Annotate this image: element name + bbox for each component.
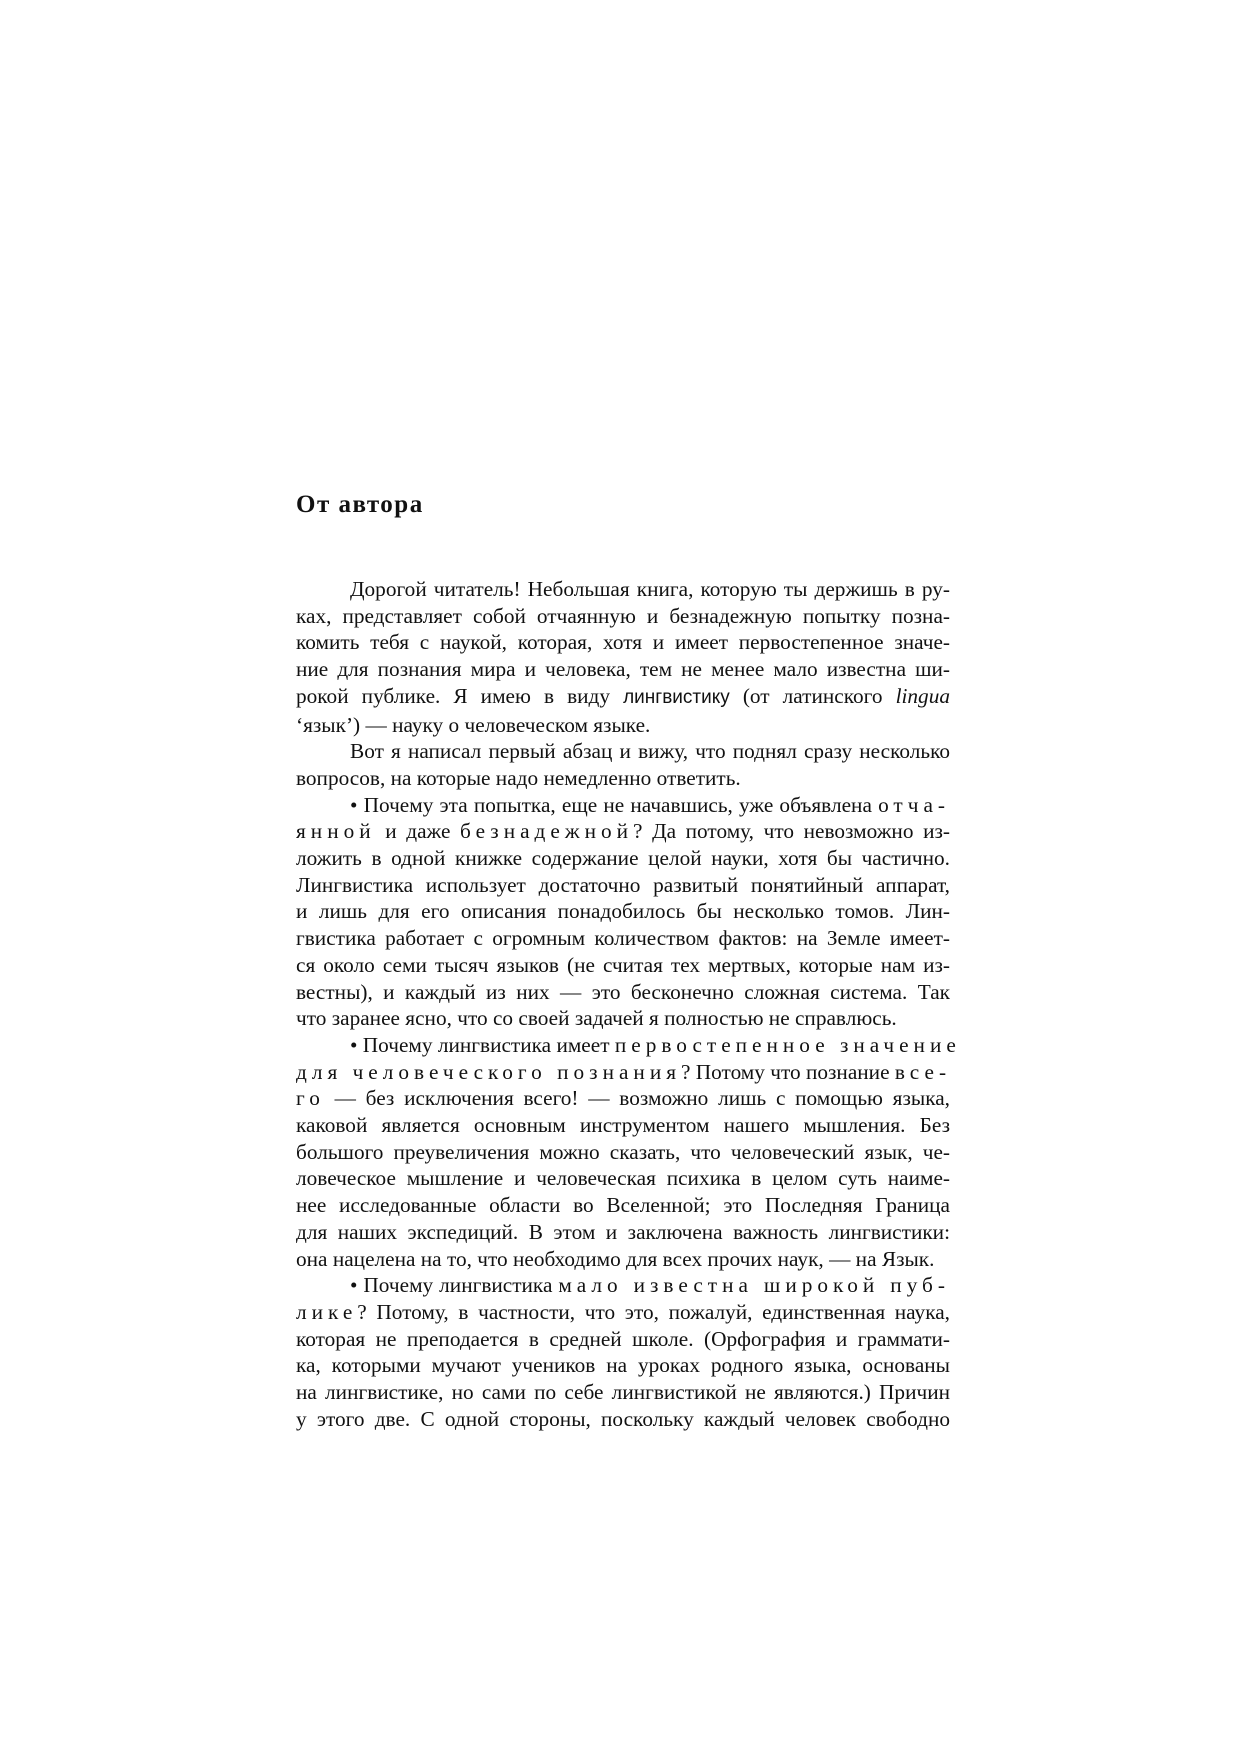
text-line	[296, 1032, 961, 1059]
emphasis-spaced: мало известна широкой пуб-	[558, 1273, 950, 1298]
text-run: ках, представляет собой отчаянную и безнадежную попытку позна-	[296, 603, 950, 628]
text-line	[296, 603, 950, 630]
text-line	[296, 1085, 950, 1112]
text-line	[296, 952, 950, 979]
emphasis-italic: lingua	[895, 683, 950, 708]
text-line	[296, 1352, 950, 1379]
emphasis-spaced: безнадежной	[460, 819, 634, 844]
text-line	[296, 1246, 950, 1273]
text-run: ? Потому что познание	[681, 1059, 895, 1084]
paragraph	[296, 1032, 961, 1272]
text-line	[296, 1379, 950, 1406]
text-run: она нацелена на то, что необходимо для всех прочих наук, — на Язык.	[296, 1246, 935, 1271]
text-run: и лишь для его описания понадобилось бы несколько томов. Лин-	[296, 899, 950, 924]
text-run: что заранее ясно, что со своей задачей я полностью не справлюсь.	[296, 1006, 897, 1031]
text-run: • Почему лингвистика имеет	[350, 1032, 615, 1057]
text-line	[296, 1165, 950, 1192]
text-run: ? Потому, в частности, что это, пожалуй, единственная наука,	[357, 1299, 950, 1324]
text-run: для наших экспедиций. В этом и заключена важность лингвистики:	[296, 1219, 950, 1244]
text-run: у этого две. С одной стороны, поскольку каждый человек свободно	[296, 1406, 950, 1431]
text-run: вопросов, на которые надо немедленно ответить.	[296, 765, 741, 790]
text-run: большого преувеличения можно сказать, что человеческий язык, че-	[296, 1139, 950, 1164]
text-line	[296, 898, 950, 925]
emphasis-spaced: лике	[296, 1299, 358, 1324]
emphasis-spaced: го	[296, 1086, 325, 1111]
chapter-heading: От автора	[296, 491, 424, 518]
text-run: рокой публике. Я имею в виду	[296, 683, 624, 708]
text-line	[296, 656, 950, 683]
paragraph	[296, 1272, 950, 1432]
text-run: Вот я написал первый абзац и вижу, что поднял сразу несколько	[350, 739, 950, 764]
text-line	[296, 765, 950, 792]
text-line	[296, 576, 950, 603]
text-line	[296, 979, 950, 1006]
text-run: • Почему эта попытка, еще не начавшись, уже объявлена	[350, 792, 879, 817]
text-run: ка, которыми мучают учеников на уроках родного языка, основаны	[296, 1353, 950, 1378]
text-line	[296, 1139, 950, 1166]
text-run: ложить в одной книжке содержание целой науки, хотя бы частично.	[296, 846, 950, 871]
text-line	[296, 792, 950, 819]
text-line	[296, 925, 950, 952]
chapter-body	[296, 576, 961, 1433]
text-run: вестны), и каждый из них — это бесконечно сложная система. Так	[296, 979, 950, 1004]
text-line	[296, 1005, 950, 1032]
emphasis-spaced: все-	[894, 1059, 952, 1084]
text-run: гвистика работает с огромным количеством фактов: на Земле имеет-	[296, 926, 950, 951]
text-run: ? Да потому, что невозможно из-	[633, 819, 950, 844]
text-run: которая не преподается в средней школе. (Орфография и граммати-	[296, 1326, 950, 1351]
text-line	[296, 818, 950, 845]
emphasis-spaced: янной	[296, 819, 376, 844]
text-run: на лингвистике, но сами по себе лингвистикой не являются.) Причин	[296, 1380, 950, 1405]
emphasis-spaced: первостепенное значение	[614, 1032, 961, 1057]
paragraph	[296, 576, 950, 738]
text-line	[296, 1112, 950, 1139]
text-line	[296, 1326, 950, 1353]
text-run: комить тебя с наукой, которая, хотя и имеет первостепенное значе-	[296, 630, 950, 655]
text-line	[296, 1219, 950, 1246]
text-run: ‘язык’) — науку о человеческом языке.	[296, 712, 651, 737]
emphasis-spaced: отча-	[878, 792, 950, 817]
paragraph	[296, 792, 950, 1032]
emphasis-spaced: для человеческого познания	[296, 1059, 682, 1084]
text-run: — без исключения всего! — возможно лишь с помощью языка,	[324, 1086, 950, 1111]
text-line	[296, 1406, 950, 1433]
text-line	[296, 845, 950, 872]
text-run: • Почему лингвистика	[350, 1273, 559, 1298]
text-line	[296, 683, 950, 712]
text-line	[296, 872, 950, 899]
text-line	[296, 1272, 950, 1299]
text-run: ловеческое мышление и человеческая психика в целом суть наиме-	[296, 1166, 950, 1191]
text-line	[296, 629, 950, 656]
text-line	[296, 1192, 950, 1219]
text-run: Лингвистика использует достаточно развитый понятийный аппарат,	[296, 872, 950, 897]
text-line	[296, 1299, 950, 1326]
text-run: Дорогой читатель! Небольшая книга, которую ты держишь в ру-	[350, 577, 950, 601]
text-line	[296, 712, 950, 739]
paragraph	[296, 738, 950, 791]
text-line	[296, 738, 950, 765]
text-run: каковой является основным инструментом нашего мышления. Без	[296, 1113, 950, 1138]
text-run: нее исследованные области во Вселенной; это Последняя Граница	[296, 1193, 950, 1218]
text-run: (от латинского	[729, 683, 896, 708]
term: лингвистику	[623, 686, 730, 708]
text-run: ся около семи тысяч языков (не считая тех мертвых, которые нам из-	[296, 952, 950, 977]
text-run: и даже	[375, 819, 461, 844]
text-run: ние для познания мира и человека, тем не менее мало известна ши-	[296, 657, 950, 682]
text-line	[296, 1059, 950, 1086]
